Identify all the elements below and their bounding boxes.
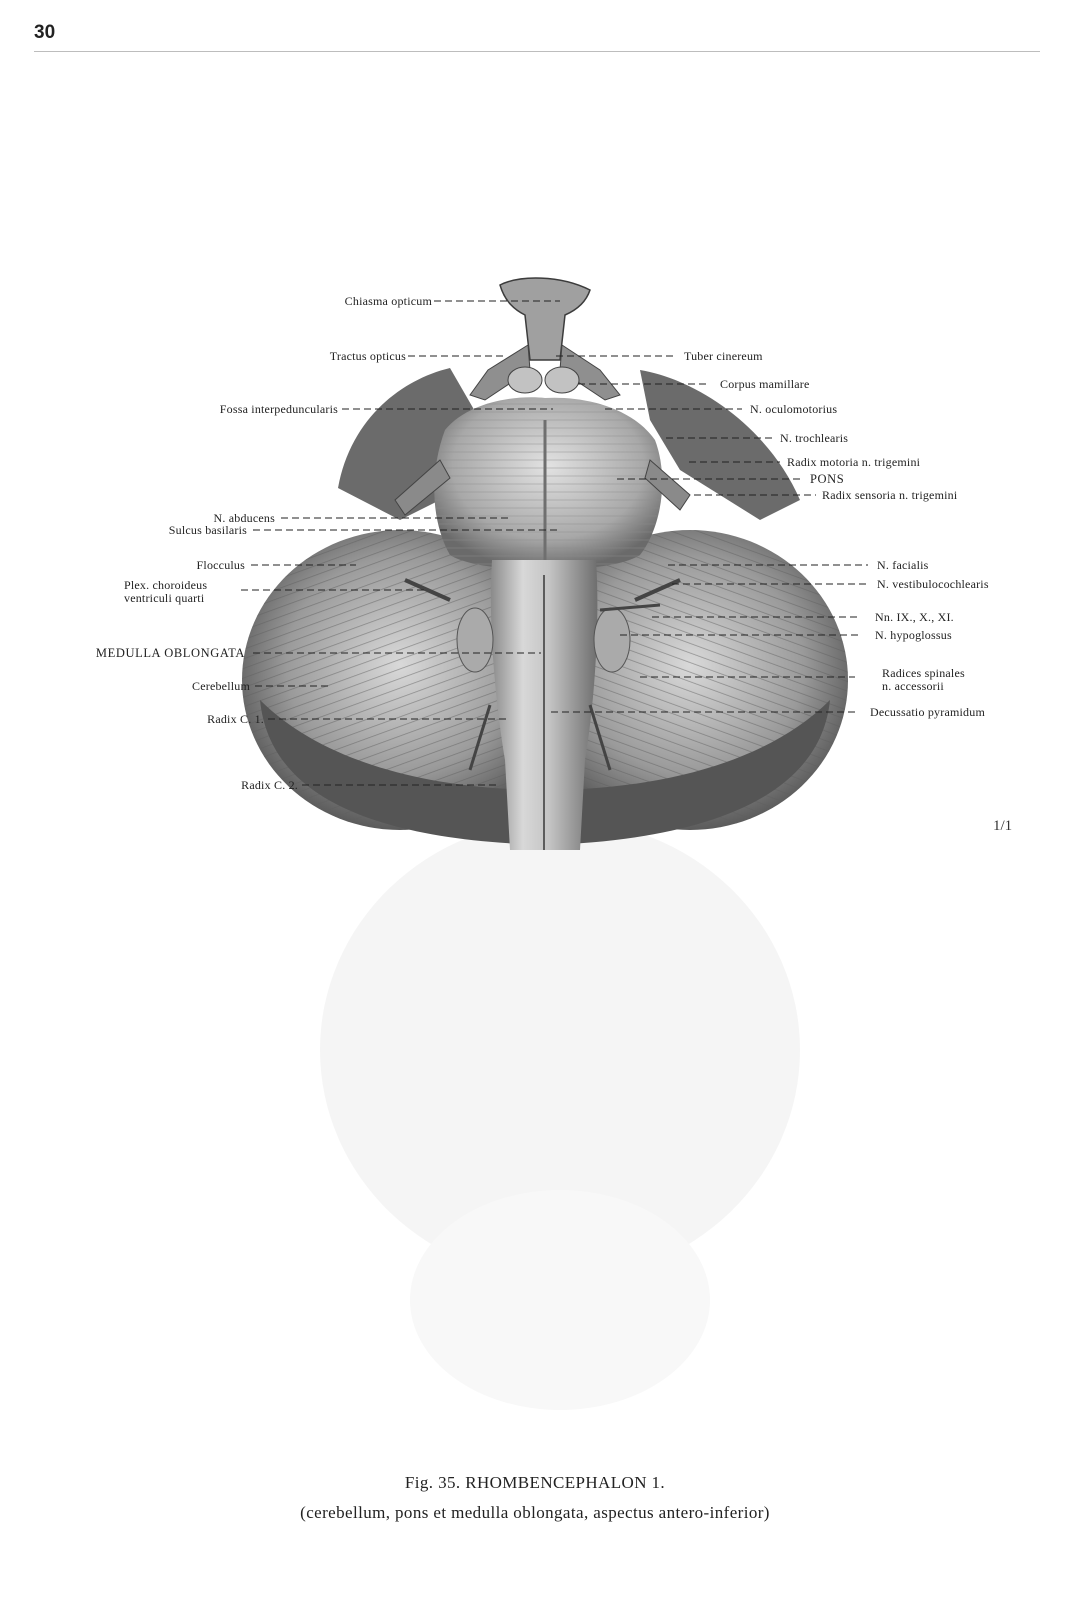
scale-note: 1/1 [993, 818, 1013, 834]
label-radix-c1: Radix C. 1. [207, 712, 264, 726]
mamillary-body-right [545, 367, 579, 393]
label-fossa-interpeduncularis: Fossa interpeduncularis [219, 402, 338, 416]
label-corpus-mamillare: Corpus mamillare [720, 377, 810, 391]
label-radix-motoria: Radix motoria n. trigemini [787, 455, 921, 469]
label-radix-c2: Radix C. 2. [241, 778, 298, 792]
label-radix-sensoria: Radix sensoria n. trigemini [822, 488, 958, 502]
label-n-vestibulocochlearis: N. vestibulocochlearis [877, 577, 989, 591]
label-sulcus-basilaris: Sulcus basilaris [168, 523, 247, 537]
figure-caption-subtitle: (cerebellum, pons et medulla oblongata, aspectus antero-inferior) [300, 1503, 770, 1522]
label-plex-choroideus: Plex. choroideus ventriculi quarti [124, 578, 208, 605]
optic-chiasm [500, 278, 590, 360]
label-pons: PONS [810, 472, 845, 486]
label-n-oculomotorius: N. oculomotorius [750, 402, 838, 416]
label-tuber-cinereum: Tuber cinereum [684, 349, 763, 363]
label-n-trochlearis: N. trochlearis [780, 431, 849, 445]
label-flocculus: Flocculus [196, 558, 245, 572]
label-n-hypoglossus: N. hypoglossus [875, 628, 952, 642]
label-cerebellum: Cerebellum [192, 679, 250, 693]
olive-right [594, 608, 630, 672]
label-decussatio-pyramidum: Decussatio pyramidum [870, 705, 985, 719]
label-chiasma-opticum: Chiasma opticum [344, 294, 432, 308]
figure-caption-title: Fig. 35. RHOMBENCEPHALON 1. [404, 1473, 666, 1492]
label-nn-ix-x-xi: Nn. IX., X., XI. [875, 610, 954, 624]
label-tractus-opticus: Tractus opticus [329, 349, 406, 363]
temporal-lobe-right [640, 370, 800, 520]
olive-left [457, 608, 493, 672]
mamillary-body-left [508, 367, 542, 393]
label-n-abducens: N. abducens [213, 511, 275, 525]
label-n-facialis: N. facialis [877, 558, 929, 572]
page-number: 30 [34, 22, 56, 43]
label-medulla-oblongata: MEDULLA OBLONGATA [95, 646, 245, 660]
label-radices-spinales: Radices spinales n. accessorii [882, 666, 965, 693]
